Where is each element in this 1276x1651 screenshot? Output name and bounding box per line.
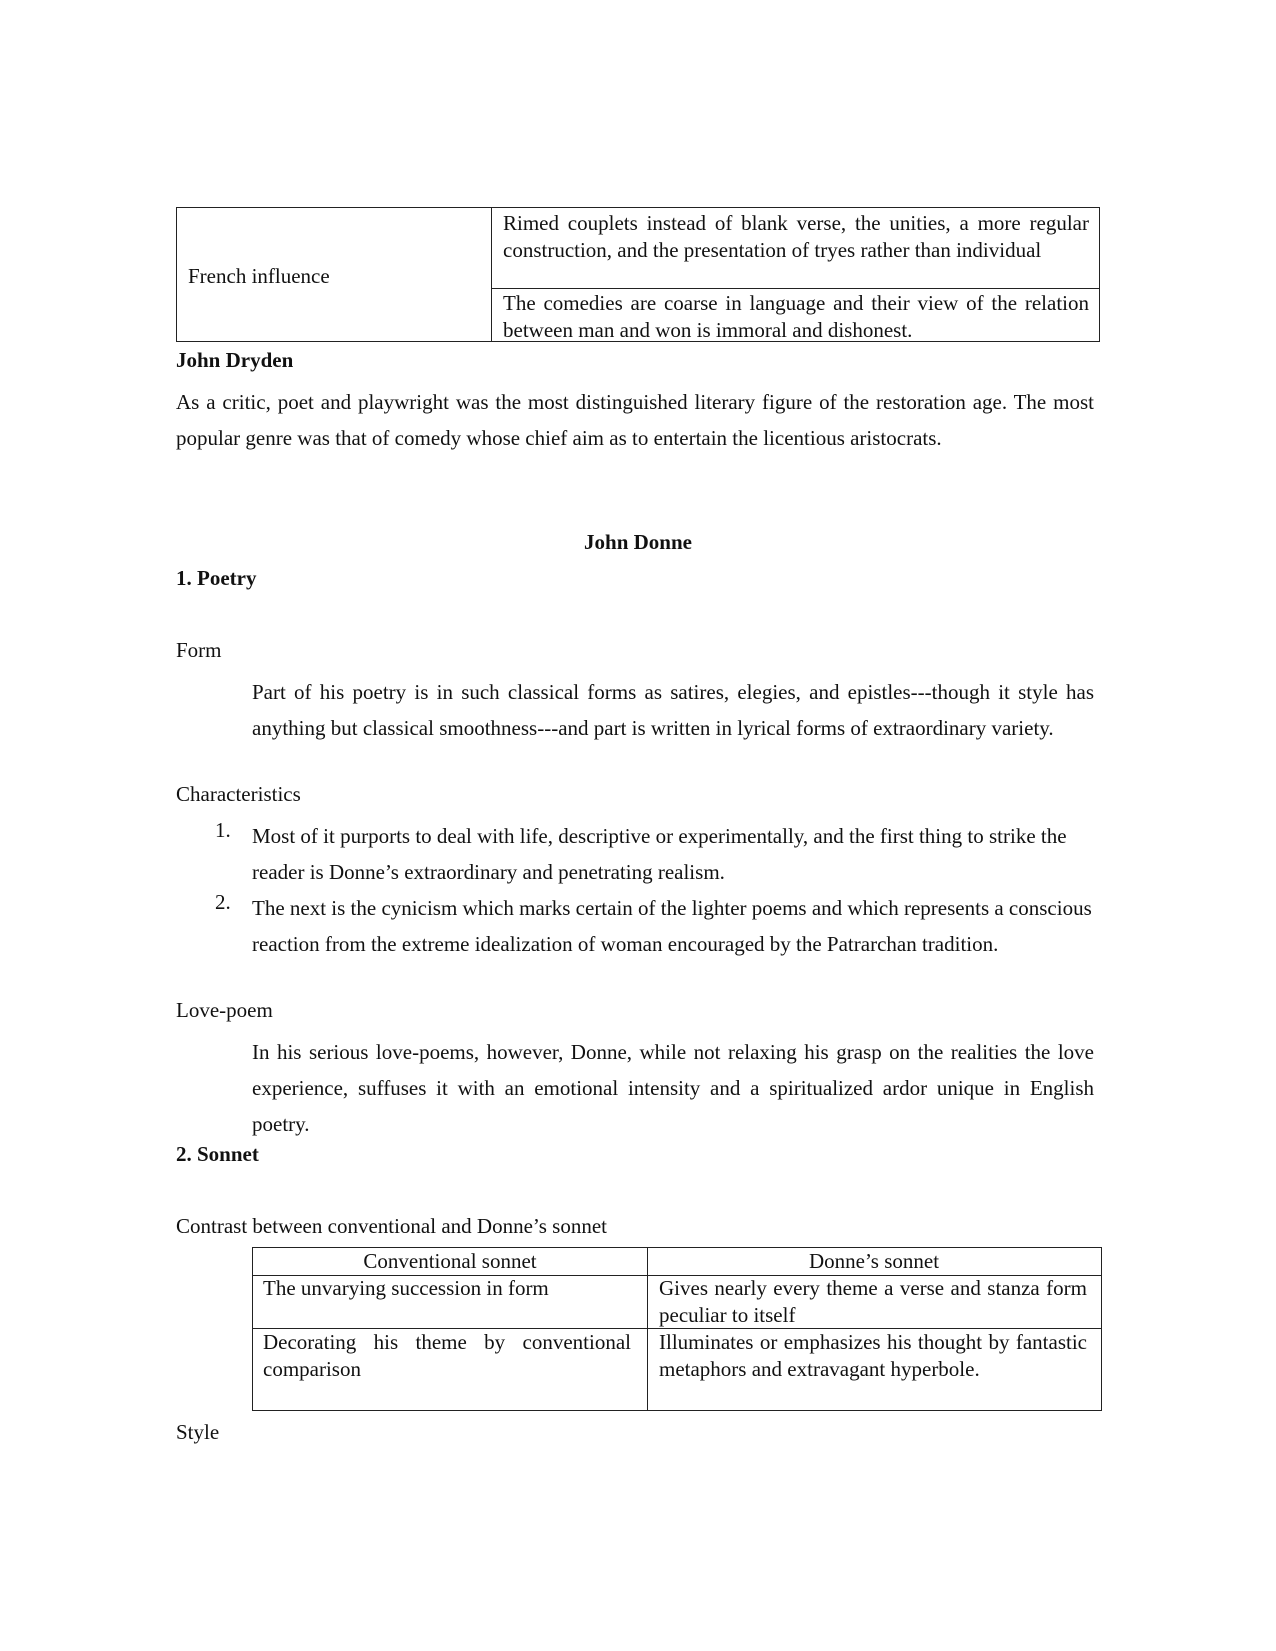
table-header: Conventional sonnet (363, 1249, 537, 1273)
poetry-heading: 1. Poetry (176, 566, 257, 590)
table-cell: Illuminates or emphasizes his thought by fantastic metaphors and extravagant hyperbole. (659, 1330, 1087, 1381)
table-cell: Decorating his theme by conventional comparison (263, 1330, 631, 1381)
list-number: 1. (215, 818, 231, 842)
table-row-label: French influence (188, 264, 330, 288)
style-label: Style (176, 1420, 220, 1444)
table-cell: Gives nearly every theme a verse and stanza form peculiar to itself (659, 1276, 1087, 1327)
donne-title: John Donne (584, 530, 692, 554)
sonnet-contrast-table (252, 1247, 1102, 1411)
french-influence-table (176, 207, 1100, 342)
table-cell: The comedies are coarse in language and their view of the relation between man and won is immoral and dishonest. (503, 291, 1089, 342)
table-divider (491, 208, 492, 341)
dryden-paragraph: As a critic, poet and playwright was the most distinguished literary figure of the restoration age. The most popular genre was that of comedy whose chief aim as to entertain the licentious aristocrats. (176, 390, 1094, 450)
table-cell: Rimed couplets instead of blank verse, the unities, a more regular construction, and the presentation of tryes rather than individual (503, 211, 1089, 262)
lovepoem-label: Love-poem (176, 998, 273, 1022)
table-header: Donne’s sonnet (808, 1249, 940, 1273)
contrast-caption: Contrast between conventional and Donne’s sonnet (176, 1214, 607, 1238)
form-paragraph: Part of his poetry is in such classical forms as satires, elegies, and epistles---though it style has anything but classical smoothness---and part is written in lyrical forms of extraordinary variety. (252, 680, 1094, 740)
list-item: Most of it purports to deal with life, descriptive or experimentally, and the first thing to strike the reader is Donne’s extraordinary and penetrating realism. (252, 824, 1067, 884)
table-cell: The unvarying succession in form (263, 1276, 549, 1300)
form-label: Form (176, 638, 222, 662)
sonnet-heading: 2. Sonnet (176, 1142, 259, 1166)
list-number: 2. (215, 890, 231, 914)
characteristics-label: Characteristics (176, 782, 301, 806)
lovepoem-paragraph: In his serious love-poems, however, Donne, while not relaxing his grasp on the realities the love experience, suffuses it with an emotional intensity and a spiritualized ardor unique in English poetry. (252, 1040, 1094, 1136)
dryden-heading: John Dryden (176, 348, 294, 372)
list-item: The next is the cynicism which marks certain of the lighter poems and which represents a conscious reaction from the extreme idealization of woman encouraged by the Patrarchan tradition. (252, 896, 1092, 956)
table-divider (491, 288, 1099, 289)
